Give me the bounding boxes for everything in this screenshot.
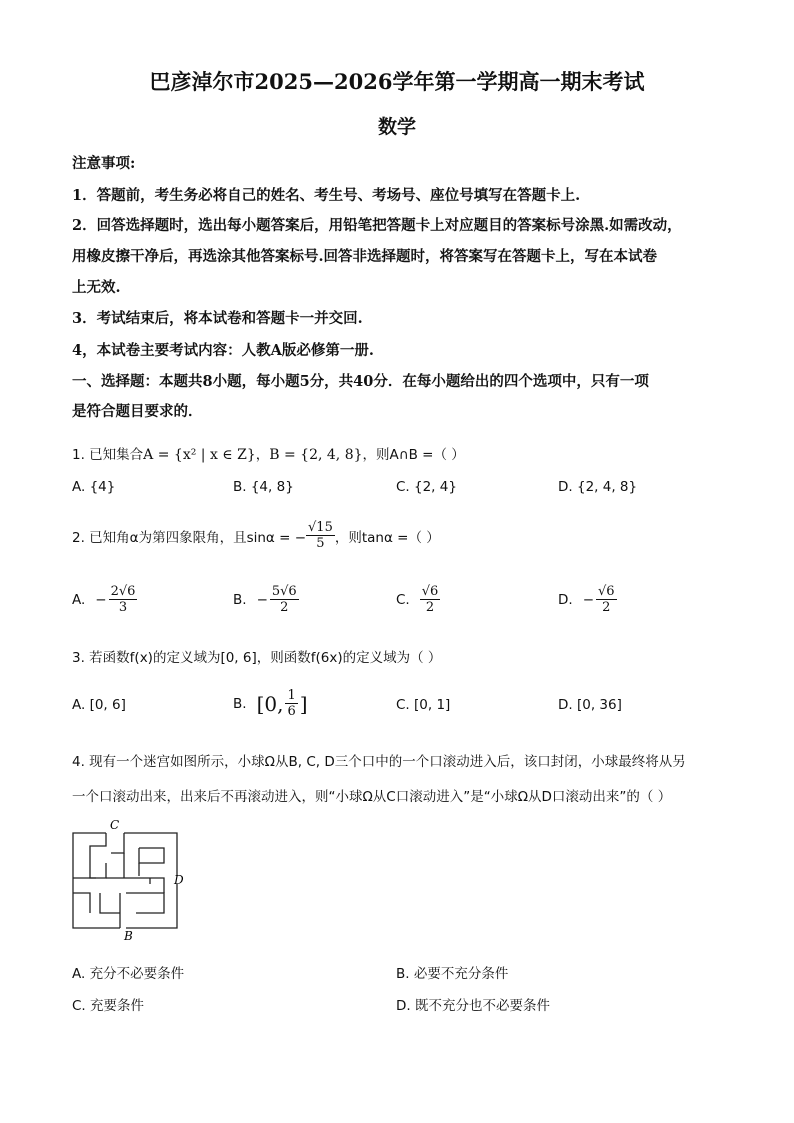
q1-option-b: B. {4, 8} [233, 479, 294, 495]
q3-b-num: 1 [287, 688, 296, 703]
q3-b-label: B. [233, 695, 247, 712]
q2-c-num: √6 [421, 584, 439, 599]
q2-stem [72, 520, 440, 551]
maze-label-d: D [174, 873, 184, 887]
q4-stem-line1: 4. 现有一个迷宫如图所示，小球Ω从B, C, D三个口中的一个口滚动进入后，该口封闭，小球最终将从另 [72, 754, 686, 770]
q1-set-a: A = {x² | x ∈ Z} [143, 447, 256, 463]
q2-a-num: 2√6 [110, 584, 136, 599]
notice-item-2-line2: 用橡皮擦干净后，再选涂其他答案标号.回答非选择题时，将答案写在答题卡上，写在本试卷 [72, 248, 658, 265]
q2-b-label: B. [233, 591, 247, 608]
q1-set-b: B = {2, 4, 8} [269, 447, 363, 463]
q2-prefix: 2. 已知角α为第四象限角，且sinα = − [72, 529, 307, 546]
section1-line2: 是符合题目要求的． [72, 403, 203, 420]
q4-stem-line2: 一个口滚动出来，出来后不再滚动进入，则“小球Ω从C口滚动进入”是“小球Ω从D口滚动出来”的（ ） [72, 789, 672, 805]
q2-frac-den: 5 [316, 536, 325, 551]
q3-option-d: D. [0, 36] [558, 697, 622, 713]
q3-b-right: ] [299, 691, 308, 716]
q3-b-left: [0, [256, 691, 284, 716]
q2-option-b: B. − $\frac{5√6}{2}$ [233, 584, 297, 615]
q4-option-c: C. 充要条件 [72, 998, 145, 1014]
q4-option-a: A. 充分不必要条件 [72, 966, 185, 982]
q2-option-c [396, 584, 440, 615]
q3-option-c: C. [0, 1] [396, 697, 451, 713]
q1-ask: ，则A∩B =（ ） [362, 447, 465, 463]
q4-option-b: B. 必要不充分条件 [396, 966, 509, 982]
q2-option-a: A. − $\frac{2√6}{3}$ [72, 584, 136, 615]
q2-c-den: 2 [425, 600, 435, 615]
q2-b-num: 5√6 [271, 584, 297, 599]
q2-suffix: ，则tanα =（ ） [334, 529, 440, 546]
q3-option-b [233, 688, 308, 719]
exam-title: 巴彦淖尔市2025—2026学年第一学期高一期末考试 [149, 69, 645, 94]
q4-option-d: D. 既不充分也不必要条件 [396, 998, 550, 1014]
q2-b-den: 2 [280, 600, 289, 615]
notice-item-3: 3．考试结束后，将本试卷和答题卡一并交回. [72, 310, 363, 327]
notice-heading: 注意事项: [72, 155, 136, 172]
q1-option-a: A. {4} [72, 479, 116, 495]
q1-option-c: C. {2, 4} [396, 479, 457, 495]
q2-d-label: D. [558, 591, 573, 608]
q3-stem: 3. 若函数f(x)的定义域为[0, 6]，则函数f(6x)的定义域为（ ） [72, 650, 442, 666]
maze-figure [66, 818, 196, 943]
q2-option-d: D. − $\frac{√6}{2}$ [558, 584, 615, 615]
q2-d-num: √6 [598, 584, 615, 599]
q2-frac-num: √15 [308, 520, 333, 535]
q1-prefix: 1. 已知集合 [72, 447, 144, 463]
q1-stem: 1. 已知集合A = {x² | x ∈ Z}，B = {2, 4, 8}，则A∩B =（ ） [72, 447, 465, 463]
section1-line1: 一、选择题：本题共8小题，每小题5分，共40分．在每小题给出的四个选项中，只有一项 [72, 373, 649, 390]
notice-item-2-line1: 2．回答选择题时，选出每小题答案后，用铅笔把答题卡上对应题目的答案标号涂黑.如需改动， [72, 217, 682, 234]
q2-fraction [306, 520, 335, 551]
q3-b-den: 6 [287, 704, 296, 719]
q3-option-a: A. [0, 6] [72, 697, 126, 713]
q2-a-label: A. [72, 591, 86, 608]
notice-item-4: 4，本试卷主要考试内容：人教A版必修第一册. [72, 342, 374, 359]
q2-a-den: 3 [118, 600, 128, 615]
notice-item-1: 1．答题前，考生务必将自己的姓名、考生号、考场号、座位号填写在答题卡上. [72, 187, 581, 204]
q2-c-label: C. [396, 591, 410, 608]
maze-label-c: C [110, 818, 120, 832]
q2-d-den: 2 [602, 600, 611, 615]
maze-label-b: B [124, 929, 133, 943]
notice-item-2-line3: 上无效. [72, 279, 121, 296]
q1-option-d: D. {2, 4, 8} [558, 479, 638, 495]
subject-title: 数学 [377, 116, 416, 138]
